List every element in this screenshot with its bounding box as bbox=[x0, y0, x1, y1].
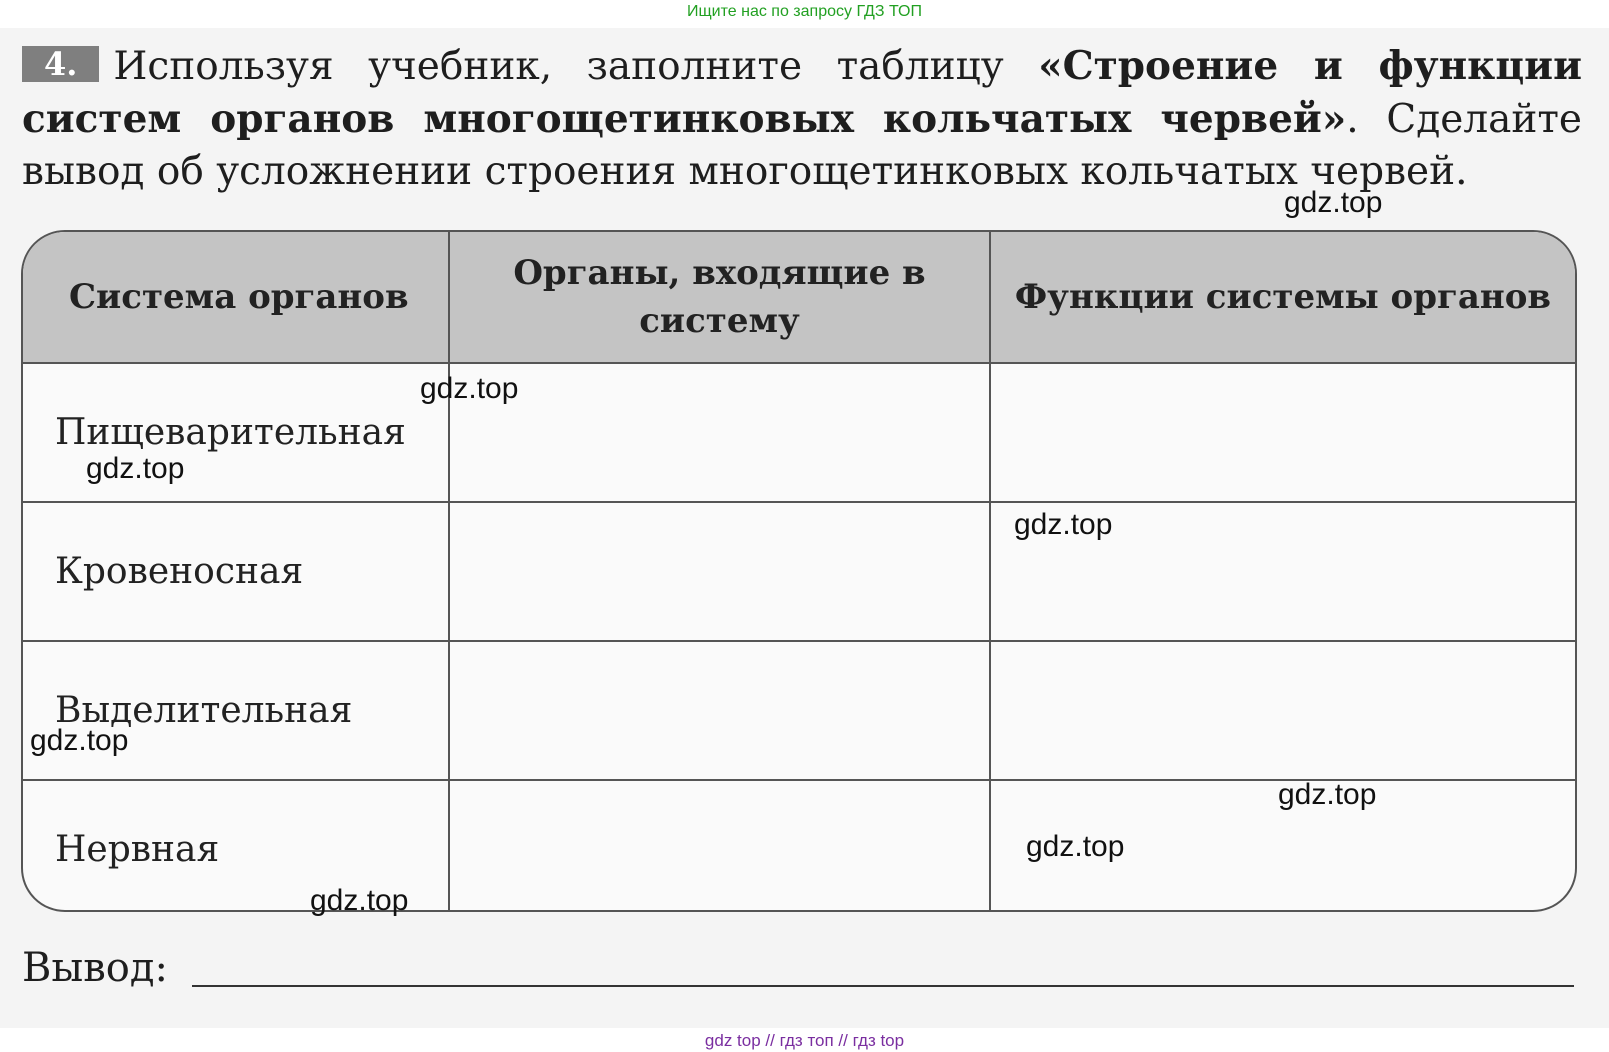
task-number-badge: 4. bbox=[22, 46, 99, 82]
cell-functions-input[interactable] bbox=[990, 641, 1575, 780]
cell-system-name: Нервная bbox=[23, 780, 449, 912]
watermark: gdz.top bbox=[420, 372, 519, 405]
watermark: gdz.top bbox=[1014, 508, 1113, 541]
top-banner: Ищите нас по запросу ГДЗ ТОП bbox=[687, 3, 922, 20]
watermark: gdz.top bbox=[30, 724, 129, 757]
table-row bbox=[23, 363, 1575, 502]
bottom-banner: gdz top // гдз топ // гдз top bbox=[704, 1031, 905, 1050]
task-text-end: . Сделайте вывод об усложнении строения многощетинковых кольчатых червей. bbox=[22, 97, 1583, 194]
watermark: gdz.top bbox=[1278, 778, 1377, 811]
table-header-row bbox=[23, 232, 1575, 363]
cell-organs-input[interactable] bbox=[449, 502, 990, 641]
task-text bbox=[22, 40, 1582, 198]
cell-functions-input[interactable] bbox=[990, 363, 1575, 502]
cell-system-name: Кровеносная bbox=[23, 502, 449, 641]
cell-system-name: Выделительная bbox=[23, 641, 449, 780]
task-text-start: Используя учебник, заполните таблицу bbox=[113, 44, 1039, 89]
watermark: gdz.top bbox=[1284, 186, 1383, 219]
task-table-title: «Строение и функции систем органов многощетинковых кольчатых червей» bbox=[22, 43, 1582, 142]
conclusion-label: Вывод: bbox=[22, 945, 168, 991]
watermark: gdz.top bbox=[310, 884, 409, 917]
cell-organs-input[interactable] bbox=[449, 641, 990, 780]
watermark: gdz.top bbox=[86, 452, 185, 485]
cell-system-name: Пищеварительная bbox=[23, 363, 449, 502]
table-row bbox=[23, 641, 1575, 780]
cell-organs-input[interactable] bbox=[449, 363, 990, 502]
watermark: gdz.top bbox=[1026, 830, 1125, 863]
conclusion-answer-line[interactable] bbox=[192, 985, 1574, 987]
table-row bbox=[23, 502, 1575, 641]
header-organ-system: Система органов bbox=[23, 232, 449, 363]
header-organs: Органы, входящие в систему bbox=[449, 232, 990, 363]
cell-organs-input[interactable] bbox=[449, 780, 990, 912]
header-functions: Функции системы органов bbox=[990, 232, 1575, 363]
